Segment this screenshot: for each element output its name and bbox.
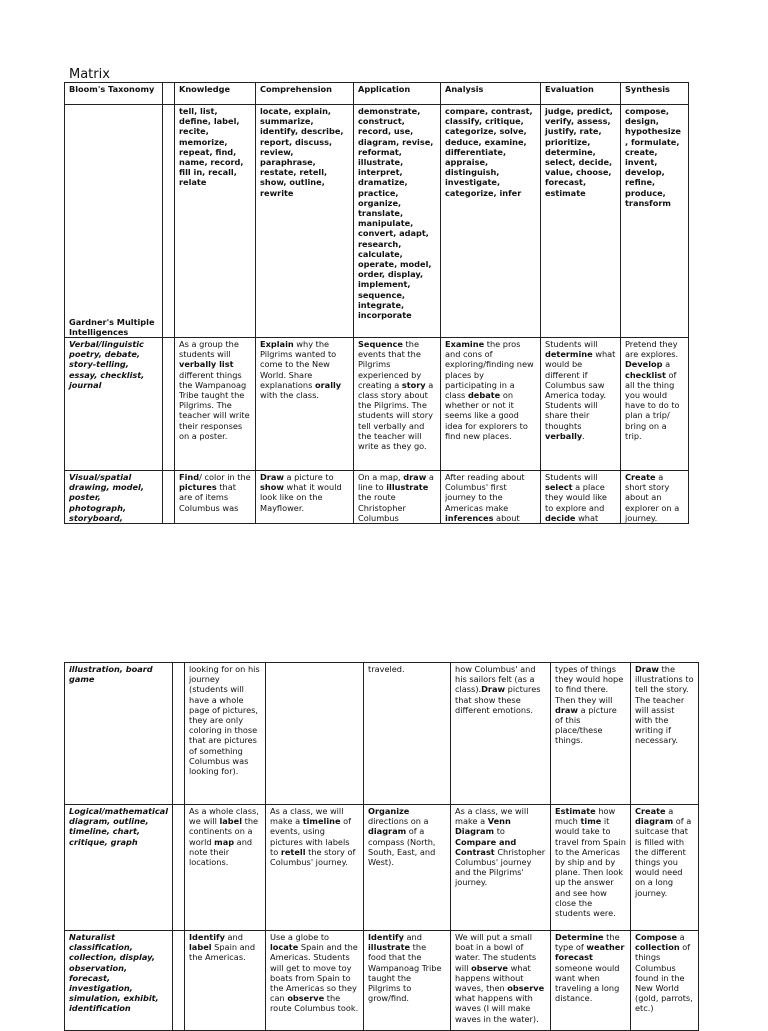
keyword-text: Create — [635, 806, 666, 816]
keyword-text: label — [189, 942, 212, 953]
keyword-text: story — [401, 379, 426, 390]
body-text: of things Columbus found in the New World (gold, parrots, etc.) — [635, 942, 693, 1014]
verbs-knowledge: tell, list, define, label, recite, memorize, repeat, find, name, record, fill in, recall, relate — [175, 105, 256, 338]
body-text: of all the thing you would have to do to plan a trip/ bring on a trip. — [625, 369, 680, 441]
keyword-text: select — [545, 482, 573, 493]
activity-cell — [451, 663, 551, 805]
activity-cell — [354, 338, 441, 471]
spacer-cell — [163, 338, 175, 471]
column-header-synthesis: Synthesis — [621, 83, 689, 105]
keyword-text: diagram — [635, 816, 674, 827]
body-text: and note their locations. — [189, 836, 253, 868]
activity-cell — [451, 805, 551, 931]
body-text: it would take to travel from Spain to the Americas by ship and by plane. Then look up the answer and see how close the students were. — [555, 816, 626, 919]
bloom-taxonomy-label: Bloom's Taxonomy — [65, 83, 163, 105]
column-header-knowledge: Knowledge — [175, 83, 256, 105]
body-text: a place they would like to explore and — [545, 482, 607, 513]
body-text: As a group the students will — [179, 339, 239, 360]
activity-cell — [354, 471, 441, 524]
keyword-text: show — [260, 482, 284, 493]
keyword-text: draw — [555, 704, 578, 715]
body-text: what happens with waves (I will make waves in the water). — [455, 993, 539, 1024]
keyword-text: Create — [625, 472, 656, 482]
row-label-visual-spatial: Visual/spatial drawing, model, poster, photograph, storyboard, — [65, 471, 163, 524]
body-text: on whether or not it seems like a good idea for explorers to find new places. — [445, 390, 528, 441]
row-label-verbal-linguistic: Verbal/linguistic poetry, debate, story-telling, essay, checklist, journal — [65, 338, 163, 471]
keyword-text: timeline — [302, 816, 341, 827]
activity-cell — [364, 805, 451, 931]
activity-cell — [551, 805, 631, 931]
activity-cell — [541, 338, 621, 471]
activity-cell — [364, 931, 451, 1031]
keyword-text: Develop — [625, 359, 663, 370]
keyword-text: Compose — [635, 932, 678, 942]
row-label-visual-spatial-continued: illustration, board game — [65, 663, 173, 805]
keyword-text: map — [214, 836, 235, 847]
body-text: a picture of this place/these things. — [555, 704, 617, 746]
body-text: someone would want when traveling a long distance. — [555, 962, 620, 1004]
body-text: Pretend they are explores. — [625, 339, 679, 360]
verbs-comprehension: locate, explain, summarize, identify, describe, report, discuss, review, paraphrase, restate, retell, show, outline, rewrite — [256, 105, 354, 338]
column-header-comprehension: Comprehension — [256, 83, 354, 105]
body-text: traveled. — [368, 664, 405, 674]
body-text: how Columbus' and his sailors felt (as a class). — [455, 664, 536, 695]
keyword-text: determine — [545, 349, 593, 360]
keyword-text: observe — [471, 962, 508, 973]
keyword-text: time — [580, 816, 602, 827]
column-header-analysis: Analysis — [441, 83, 541, 105]
verbal-linguistic-row — [65, 338, 689, 471]
body-text: As a class, we will make a — [270, 806, 344, 827]
activity-cell — [256, 338, 354, 471]
body-text: a line to — [358, 472, 434, 493]
naturalist-row — [65, 931, 699, 1031]
body-text: Use a globe to — [270, 932, 330, 942]
keyword-text: Sequence — [358, 339, 403, 349]
activity-cell — [621, 338, 689, 471]
keyword-text: label — [219, 816, 243, 827]
keyword-text: Venn Diagram — [455, 816, 511, 837]
keyword-text: Draw — [635, 664, 659, 674]
keyword-text: Organize — [368, 806, 410, 816]
activity-cell — [266, 663, 364, 805]
body-text: As a whole class, we will — [189, 806, 259, 827]
keyword-text: pictures — [179, 482, 217, 493]
body-text: Christopher Columbus' journey and the Pilgrims' journey. — [455, 846, 546, 888]
verbs-row — [65, 105, 689, 338]
spacer-cell — [163, 471, 175, 524]
activity-cell — [266, 805, 364, 931]
keyword-text: verbally — [545, 430, 583, 441]
column-header-evaluation: Evaluation — [541, 83, 621, 105]
body-text: the type of — [555, 932, 620, 953]
keyword-text: retell — [280, 846, 306, 857]
keyword-text: verbally list — [179, 359, 234, 370]
keyword-text: Compare and Contrast — [455, 836, 517, 857]
body-text: / color in the — [199, 472, 251, 482]
body-text: Students will — [545, 472, 598, 482]
keyword-text: decide — [545, 512, 576, 523]
activity-cell — [551, 663, 631, 805]
activity-cell — [631, 805, 699, 931]
body-text: the food that the Wampanoag Tribe taught the Pilgrims to grow/find. — [368, 942, 442, 1004]
matrix-table-page-1 — [64, 82, 689, 524]
body-text: . — [582, 430, 585, 441]
keyword-text: orally — [315, 379, 342, 390]
activity-cell — [364, 663, 451, 805]
body-text: Students will — [545, 339, 598, 349]
body-text: what would be different if Columbus saw America today. Students will share their thoughts — [545, 349, 616, 431]
spacer-cell — [173, 805, 185, 931]
spacer-cell — [173, 663, 185, 805]
body-text: Spain and the Americas. — [189, 942, 256, 963]
body-text: what happens without waves, then — [455, 962, 531, 994]
body-text: of a suitcase that is filled with the different things you would need on a long journey. — [635, 816, 692, 898]
page-title: Matrix — [69, 67, 110, 82]
keyword-text: draw — [403, 472, 427, 482]
body-text: a picture to — [283, 472, 334, 482]
body-text: that are of items Columbus was — [179, 482, 239, 513]
logical-mathematical-row — [65, 805, 699, 931]
row-label-logical-mathematical: Logical/mathematical diagram, outline, timeline, chart, critique, graph — [65, 805, 173, 931]
body-text: and — [224, 932, 243, 942]
keyword-text: Find — [179, 472, 200, 482]
activity-cell — [441, 471, 541, 524]
column-header-application: Application — [354, 83, 441, 105]
body-text: Spain and the Americas. Students will get to move toy boats from Spain to the Americas so they can — [270, 942, 358, 1004]
keyword-text: illustrate — [368, 942, 411, 953]
keyword-text: observe — [287, 993, 325, 1004]
activity-cell — [621, 471, 689, 524]
activity-cell — [256, 471, 354, 524]
verbs-analysis: compare, contrast, classify, critique, categorize, solve, deduce, examine, differentiate, appraise, distinguish, investigate, categorize, infer — [441, 105, 541, 338]
body-text: As a class, we will make a — [455, 806, 529, 827]
body-text: pictures that show these different emotions. — [455, 684, 541, 715]
activity-cell — [541, 471, 621, 524]
body-text: a short story about an explorer on a journey. — [625, 472, 680, 523]
body-text: different things the Wampanoag Tribe taught the Pilgrims. The teacher will write their responses on a poster. — [179, 369, 250, 441]
activity-cell — [631, 931, 699, 1031]
body-text: why the Pilgrims wanted to come to the New World. Share explanations — [260, 339, 337, 390]
body-text: about — [493, 512, 520, 523]
body-text: and — [403, 932, 422, 942]
activity-cell — [175, 338, 256, 471]
keyword-text: Determine — [555, 932, 604, 942]
keyword-text: Draw — [481, 684, 506, 695]
spacer-cell — [173, 931, 185, 1031]
body-text: a class story about the Pilgrims. The students will story tell verbally and the teacher will write as they go. — [358, 379, 434, 452]
gardner-intelligences-label: Gardner's Multiple Intelligences — [65, 105, 163, 338]
verbs-application: demonstrate, construct, record, use, diagram, revise, reformat, illustrate, interpret, dramatize, practice, organize, translate, manipulate, convert, adapt, research, calculate, operate, model, order, display, implement, sequence, integrate, incorporate — [354, 105, 441, 338]
body-text: the story of Columbus' journey. — [270, 846, 356, 868]
keyword-text: illustrate — [386, 482, 429, 493]
body-text: the continents on a world — [189, 816, 259, 847]
activity-cell — [631, 663, 699, 805]
body-text: of events, using pictures with labels to — [270, 816, 352, 857]
keyword-text: Explain — [260, 339, 294, 349]
body-text: what it would look like on the Mayflower. — [260, 482, 342, 513]
keyword-text: Draw — [260, 472, 284, 482]
visual-spatial-row — [65, 471, 689, 524]
body-text: looking for on his journey (students will have a whole page of pictures, they are only coloring in those that are pictures of something Columbus was looking for). — [189, 664, 260, 777]
spacer-cell — [163, 83, 175, 105]
activity-cell — [175, 471, 256, 524]
body-text: We will put a small boat in a bowl of water. The students will — [455, 932, 537, 973]
activity-cell — [441, 338, 541, 471]
keyword-text: Identify — [189, 932, 225, 942]
keyword-text: weather forecast — [555, 942, 625, 963]
activity-cell — [451, 931, 551, 1031]
activity-cell — [185, 663, 266, 805]
body-text: the events that the Pilgrims experienced by creating a — [358, 339, 422, 390]
keyword-text: Examine — [445, 339, 485, 349]
keyword-text: checklist — [625, 369, 666, 380]
keyword-text: collection — [635, 942, 680, 953]
activity-cell — [551, 931, 631, 1031]
body-text: the pros and cons of exploring/finding new places by participating in a class — [445, 339, 534, 401]
body-text: a — [662, 359, 671, 370]
keyword-text: diagram — [368, 826, 407, 837]
body-text: a — [677, 932, 685, 942]
spacer-cell — [163, 105, 175, 338]
body-text: the route Christopher Columbus — [358, 492, 406, 523]
body-text: how much — [555, 806, 616, 827]
body-text: the illustrations to tell the story. The teacher will assist with the writing if necessary. — [635, 664, 694, 746]
visual-spatial-row-continued — [65, 663, 699, 805]
body-text: what — [575, 512, 599, 523]
body-text: types of things they would hope to find there. Then they will — [555, 664, 624, 705]
activity-cell — [185, 805, 266, 931]
body-text: On a map, — [358, 472, 404, 482]
keyword-text: locate — [270, 942, 299, 953]
keyword-text: debate — [467, 390, 501, 401]
keyword-text: observe — [507, 983, 545, 994]
body-text: a — [665, 806, 674, 816]
keyword-text: Identify — [368, 932, 404, 942]
activity-cell — [266, 931, 364, 1031]
header-row — [65, 83, 689, 105]
body-text: directions on a — [368, 816, 429, 827]
body-text: to — [494, 826, 505, 837]
body-text: the route Columbus took. — [270, 993, 359, 1014]
matrix-table-page-2 — [64, 662, 699, 1031]
verbs-evaluation: judge, predict, verify, assess, justify, rate, prioritize, determine, select, decide, value, choose, forecast, estimate — [541, 105, 621, 338]
body-text: After reading about Columbus' first journey to the Americas make — [445, 472, 525, 513]
activity-cell — [185, 931, 266, 1031]
row-label-naturalist: Naturalist classification, collection, display, observation, forecast, investigation, simulation, exhibit, identification — [65, 931, 173, 1031]
keyword-text: Estimate — [555, 806, 596, 816]
body-text: with the class. — [260, 390, 319, 401]
body-text: of a compass (North, South, East, and West). — [368, 826, 436, 868]
verbs-synthesis: compose, design, hypothesize , formulate, create, invent, develop, refine, produce, transform — [621, 105, 689, 338]
keyword-text: inferences — [445, 512, 494, 523]
